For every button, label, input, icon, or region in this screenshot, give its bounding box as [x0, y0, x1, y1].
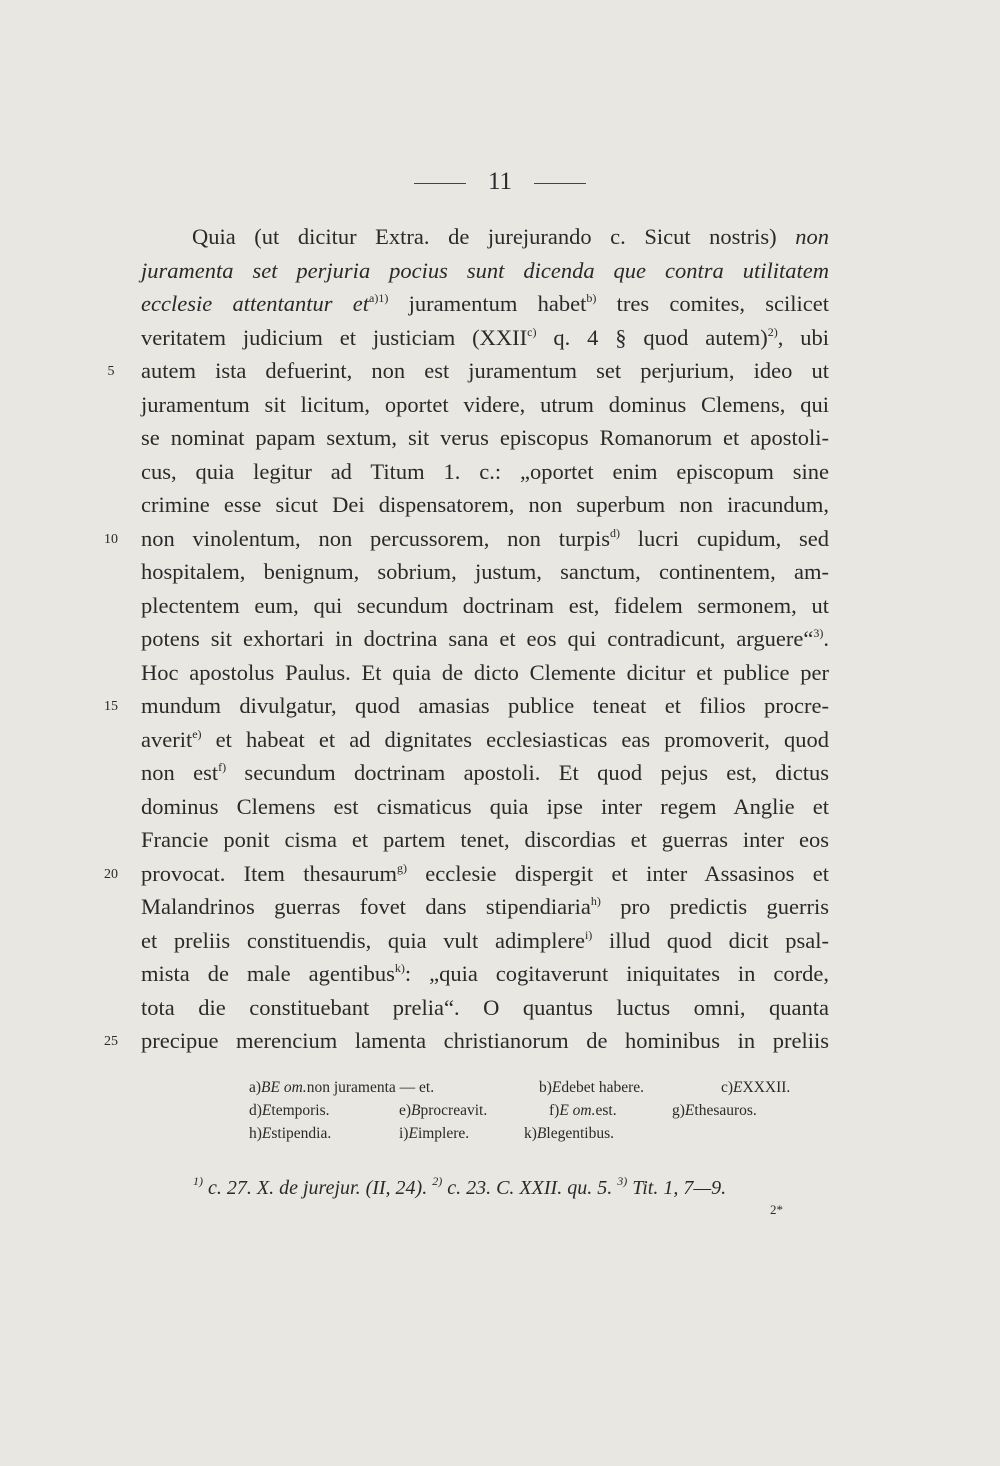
- text-segment: juramentum habet: [388, 291, 587, 316]
- text-segment: b): [539, 1079, 552, 1096]
- variant-note: [721, 1078, 790, 1098]
- note-reference: f): [218, 760, 227, 774]
- text-segment: se nominat papam sextum, sit verus episcopus Romanorum et apostoli-: [141, 425, 829, 450]
- text-segment: E om.: [559, 1102, 596, 1119]
- text-segment: dominus Clemens est cismaticus quia ipse inter regem Anglie et: [141, 793, 829, 819]
- text-segment: g): [672, 1102, 685, 1119]
- text-segment: h): [249, 1125, 262, 1142]
- text-segment: et habeat et ad dignitates ecclesiasticas eas promoverit, quod: [201, 726, 829, 752]
- line-number: 15: [104, 699, 118, 714]
- text-segment: et preliis constituendis, quia vult adimplere: [141, 927, 585, 953]
- text-line: [141, 993, 829, 1023]
- text-segment: averit: [141, 726, 193, 752]
- text-segment: plectentem eum, qui secundum doctrinam est, fidelem sermonem, ut: [141, 592, 829, 618]
- text-segment: k): [524, 1125, 537, 1142]
- text-segment: q. 4 § quod autem): [536, 324, 768, 350]
- text-segment: non est: [141, 760, 219, 785]
- text-segment: i): [399, 1125, 409, 1142]
- text-line: [141, 792, 829, 822]
- text-segment: potens sit exhortari in doctrina sana et eos qui contradicunt, arguere“: [141, 626, 814, 651]
- text-line: [141, 758, 829, 788]
- variant-note: [399, 1124, 469, 1144]
- note-reference: 1): [193, 1174, 203, 1188]
- note-reference: 3): [813, 626, 824, 640]
- text-segment: B: [411, 1102, 421, 1119]
- variant-note: [672, 1101, 757, 1121]
- text-segment: B: [536, 1125, 547, 1142]
- text-segment: : „quia cogitaverunt iniquitates in corde,: [404, 961, 829, 986]
- variant-note: [249, 1101, 330, 1121]
- text-segment: c): [721, 1079, 734, 1096]
- text-line: [141, 691, 829, 721]
- source-citations: [193, 1174, 833, 1200]
- text-line: [141, 591, 829, 621]
- note-reference: 2): [432, 1174, 443, 1188]
- text-line: [141, 557, 829, 587]
- text-line: [141, 926, 829, 956]
- text-segment: procreavit.: [420, 1102, 488, 1119]
- line-number: 20: [104, 866, 118, 882]
- text-segment: E: [551, 1079, 562, 1096]
- text-segment: Malandrinos guerras fovet dans stipendiaria: [141, 894, 591, 919]
- text-segment: lucri cupidum, sed: [619, 525, 829, 551]
- text-segment: E: [684, 1102, 695, 1119]
- text-segment: pro predictis guerris: [600, 894, 829, 919]
- text-line: [141, 323, 829, 353]
- text-line: [141, 624, 829, 654]
- note-reference: d): [609, 525, 620, 540]
- text-segment: ecclesie dispergit et inter Assasinos et: [406, 860, 829, 886]
- text-line: [141, 1026, 829, 1056]
- line-number: 10: [104, 531, 118, 547]
- note-reference: 2): [767, 324, 778, 339]
- text-segment: tota die constituebant prelia“. O quantus luctus omni, quanta: [141, 994, 829, 1020]
- text-segment: juramentum sit licitum, oportet videre, utrum dominus Clemens, qui: [141, 391, 829, 417]
- header-rule-right: [534, 183, 586, 184]
- note-reference: i): [584, 927, 593, 942]
- text-line: [141, 390, 829, 420]
- text-segment: E: [408, 1125, 418, 1142]
- text-segment: hospitalem, benignum, sobrium, justum, sanctum, continentem, am-: [141, 559, 829, 584]
- text-line: [141, 524, 829, 554]
- text-segment: non juramenta — et.: [306, 1079, 435, 1096]
- text-line: [141, 859, 829, 889]
- variant-note: [539, 1078, 644, 1098]
- text-line: [192, 222, 829, 252]
- text-line: [141, 490, 829, 520]
- signature-mark: 2*: [770, 1202, 783, 1217]
- text-line: [141, 423, 829, 453]
- text-segment: cus, quia legitur ad Titum 1. c.: „oportet enim episcopum sine: [141, 458, 829, 484]
- text-segment: e): [399, 1102, 412, 1119]
- note-reference: h): [590, 894, 601, 908]
- text-segment: temporis.: [271, 1102, 330, 1119]
- text-line: [141, 457, 829, 487]
- text-line: [141, 658, 829, 688]
- text-segment: E: [733, 1079, 743, 1096]
- text-segment: d): [249, 1102, 262, 1119]
- text-segment: provocat. Item thesaurum: [141, 860, 397, 886]
- variant-note: [249, 1078, 434, 1098]
- text-segment: non vinolentum, non percussorem, non turpis: [141, 525, 610, 551]
- text-line: [141, 892, 829, 922]
- text-segment: E: [261, 1102, 272, 1119]
- text-segment: Tit. 1, 7—9.: [627, 1177, 727, 1199]
- page-number: 11: [487, 168, 513, 195]
- text-line: [141, 959, 829, 989]
- text-segment: legentibus.: [546, 1125, 614, 1142]
- text-segment: , ubi: [777, 324, 829, 350]
- text-line: [141, 256, 829, 286]
- text-segment: veritatem judicium et justiciam (XXII: [141, 324, 528, 350]
- note-reference: b): [586, 291, 597, 305]
- header-rule-left: [414, 183, 466, 184]
- note-reference: a)1): [369, 291, 389, 305]
- text-segment: secundum doctrinam apostoli. Et quod pejus est, dictus: [226, 760, 829, 785]
- page-header: [0, 168, 1000, 196]
- line-number: 25: [104, 1034, 118, 1049]
- text-segment: BE om.: [261, 1079, 307, 1096]
- text-segment: tres comites, scilicet: [596, 291, 829, 316]
- text-line: [141, 725, 829, 755]
- variant-note: [399, 1101, 487, 1121]
- text-segment: debet habere.: [561, 1079, 645, 1096]
- note-reference: g): [396, 860, 407, 875]
- text-segment: stipendia.: [271, 1125, 332, 1142]
- text-segment: juramenta set perjuria pocius sunt dicenda que contra utilitatem: [141, 257, 829, 283]
- text-segment: mundum divulgatur, quod amasias publice teneat et filios procre-: [141, 693, 829, 718]
- text-segment: illud quod dicit psal-: [592, 927, 829, 953]
- text-segment: XXXII.: [742, 1079, 791, 1096]
- note-reference: e): [192, 726, 202, 741]
- text-segment: c. 23. C. XXII. qu. 5.: [442, 1177, 618, 1199]
- note-reference: c): [527, 324, 537, 339]
- variant-note: [249, 1124, 331, 1144]
- text-segment: c. 27. X. de jurejur. (II, 24).: [203, 1177, 433, 1199]
- text-segment: ecclesie attentantur et: [141, 291, 369, 316]
- text-segment: E: [261, 1125, 272, 1142]
- text-segment: Quia (ut dicitur Extra. de jurejurando c. Sicut nostris): [192, 224, 796, 249]
- text-segment: implere.: [417, 1125, 470, 1142]
- text-segment: precipue merencium lamenta christianorum de hominibus in preliis: [141, 1028, 829, 1053]
- text-segment: mista de male agentibus: [141, 961, 395, 986]
- note-reference: k): [394, 961, 405, 975]
- variant-note: [549, 1101, 617, 1121]
- text-segment: f): [549, 1102, 560, 1119]
- text-segment: est.: [595, 1102, 617, 1119]
- text-segment: thesauros.: [694, 1102, 757, 1119]
- text-line: [141, 825, 829, 855]
- text-segment: .: [823, 626, 829, 651]
- note-reference: 3): [617, 1174, 628, 1188]
- text-segment: non: [795, 224, 829, 249]
- text-line: [141, 356, 829, 386]
- text-segment: crimine esse sicut Dei dispensatorem, non superbum non iracundum,: [141, 492, 829, 517]
- text-line: [141, 289, 829, 319]
- line-number: 5: [107, 364, 115, 379]
- variant-note: [524, 1124, 614, 1144]
- text-segment: Hoc apostolus Paulus. Et quia de dicto Clemente dicitur et publice per: [141, 659, 829, 685]
- text-segment: Francie ponit cisma et partem tenet, discordias et guerras inter eos: [141, 827, 829, 852]
- text-segment: a): [249, 1079, 262, 1096]
- text-segment: autem ista defuerint, non est juramentum set perjurium, ideo ut: [141, 358, 829, 383]
